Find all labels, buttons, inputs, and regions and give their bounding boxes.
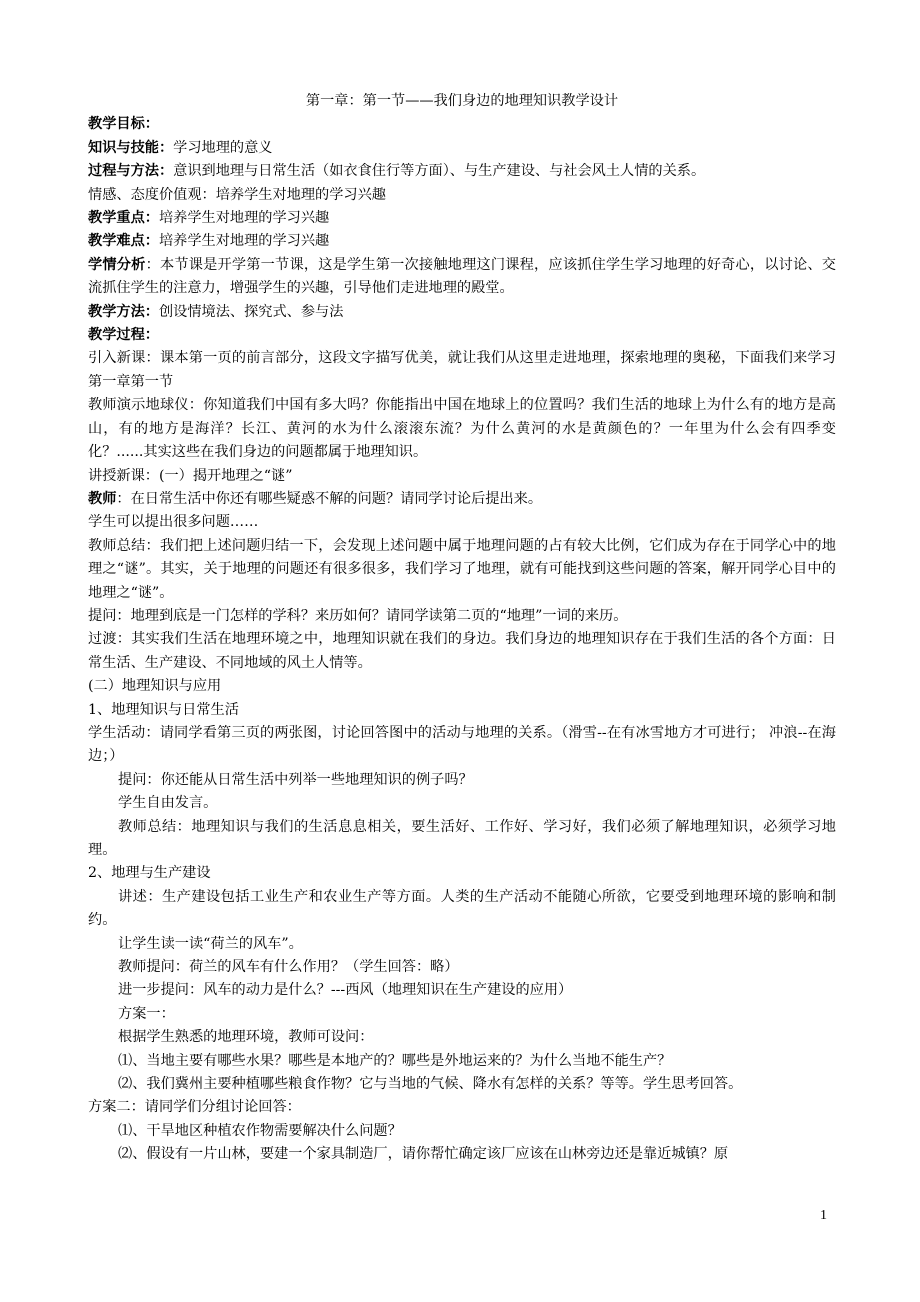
section-2-heading: (二）地理知识与应用 bbox=[88, 678, 222, 695]
teacher-ask-windmill: 教师提问：荷兰的风车有什么作用？（学生回答：略） bbox=[118, 959, 459, 976]
teacher-question-text: ：在日常生活中你还有哪些疑惑不解的问题？请同学讨论后提出来。 bbox=[116, 490, 543, 507]
focus-text: 培养学生对地理的学习兴趣 bbox=[158, 210, 330, 227]
teacher-question bbox=[88, 488, 836, 511]
methods-text: 创设情境法、探究式、参与法 bbox=[158, 303, 344, 320]
plan-2-question-1: ⑴、干旱地区种植农作物需要解决什么问题？ bbox=[118, 1122, 402, 1139]
lecture-heading-1: 讲授新课：(一）揭开地理之“谜” bbox=[88, 467, 293, 484]
teacher-summary-1: 教师总结：我们把上述问题归结一下，会发现上述问题中属于地理问题的占有较大比例，它们成为存在于同学心中的地理之“谜”。其实，关于地理的问题还有很多很多，我们学习了地理，就有可能找到这些问题的答案，解开同学心目中的地理之“谜”。 bbox=[88, 537, 836, 601]
document-title: 第一章：第一节——我们身边的地理知识教学设计 bbox=[305, 93, 619, 109]
difficulty-text: 培养学生对地理的学习兴趣 bbox=[158, 233, 330, 250]
learner-analysis bbox=[88, 254, 836, 301]
free-speech: 学生自由发言。 bbox=[118, 795, 218, 812]
ask-examples: 提问：你还能从日常生活中列举一些地理知识的例子吗？ bbox=[118, 771, 473, 788]
goals-heading: 教学目标： bbox=[88, 116, 159, 133]
plan-1-question-1: ⑴、当地主要有哪些水果？哪些是本地产的？哪些是外地运来的？为什么当地不能生产？ bbox=[118, 1052, 672, 1069]
student-activity: 学生活动：请同学看第三页的两张图，讨论回答图中的活动与地理的关系。（滑雪--在有冰雪地方才可进行； 冲浪--在海边；） bbox=[88, 724, 836, 765]
subsection-2-heading: 2、地理与生产建设 bbox=[88, 865, 211, 882]
plan-1-question-2: ⑵、我们冀州主要种植哪些粮食作物？它与当地的气候、降水有怎样的关系？等等。学生思考回答。 bbox=[118, 1076, 743, 1093]
goal-knowledge bbox=[88, 137, 836, 160]
goal-process bbox=[88, 160, 836, 183]
lecture-2: 讲述：生产建设包括工业生产和农业生产等方面。人类的生产活动不能随心所欲，它要受到地理环境的影响和制约。 bbox=[88, 888, 836, 929]
intro-paragraph: 引入新课：课本第一页的前言部分，这段文字描写优美，就让我们从这里走进地理，探索地理的奥秘，下面我们来学习第一章第一节 bbox=[88, 350, 836, 390]
students-raise: 学生可以提出很多问题…… bbox=[88, 514, 259, 531]
page-number: 1 bbox=[820, 1208, 827, 1223]
goal-process-label: 过程与方法： bbox=[88, 163, 174, 180]
goal-knowledge-label: 知识与技能： bbox=[88, 139, 174, 156]
question-what: 提问：地理到底是一门怎样的学科？来历如何？请同学读第二页的“地理”一词的来历。 bbox=[88, 607, 628, 624]
read-windmill: 让学生读一读“荷兰的风车”。 bbox=[118, 935, 303, 952]
transition-paragraph: 过渡：其实我们生活在地理环境之中，地理知识就在我们的身边。我们身边的地理知识存在于我们生活的各个方面：日常生活、生产建设、不同地域的风土人情等。 bbox=[88, 631, 836, 671]
process-heading: 教学过程： bbox=[88, 327, 159, 344]
analysis-label: 学情分析 bbox=[88, 256, 146, 273]
further-ask: 进一步提问：风车的动力是什么？---西风（地理知识在生产建设的应用） bbox=[118, 982, 573, 999]
plan-2-question-2: ⑵、假设有一片山林，要建一个家具制造厂，请你帮忙确定该厂应该在山林旁边还是靠近城镇？原 bbox=[118, 1146, 729, 1163]
teaching-difficulty bbox=[88, 230, 836, 253]
document-body bbox=[88, 90, 836, 1167]
teacher-label: 教师 bbox=[88, 490, 117, 507]
difficulty-label: 教学难点： bbox=[88, 233, 159, 250]
plan-2: 方案二：请同学们分组讨论回答： bbox=[88, 1099, 301, 1116]
focus-label: 教学重点： bbox=[88, 210, 159, 227]
methods-label: 教学方法： bbox=[88, 303, 159, 320]
analysis-text: ：本节课是开学第一节课，这是学生第一次接触地理这门课程，应该抓住学生学习地理的好奇心，以讨论、交流抓住学生的注意力，增强学生的兴趣，引导他们走进地理的殿堂。 bbox=[88, 256, 836, 297]
teaching-focus bbox=[88, 207, 836, 230]
goal-process-text: 意识到地理与日常生活（如衣食住行等方面）、与生产建设、与社会风土人情的关系。 bbox=[173, 163, 706, 180]
globe-demo-paragraph: 教师演示地球仪：你知道我们中国有多大吗？你能指出中国在地球上的位置吗？我们生活的地球上为什么有的地方是高山，有的地方是海洋？长江、黄河的水为什么滚滚东流？为什么黄河的水是黄颜色的？一年里为什么会有四季变化？......其实这些在我们身边的问题都属于地理知识。 bbox=[88, 397, 836, 461]
teacher-summary-2: 教师总结：地理知识与我们的生活息息相关，要生活好、工作好、学习好，我们必须了解地理知识，必须学习地理。 bbox=[88, 818, 836, 858]
goal-emotion: 情感、态度价值观：培养学生对地理的学习兴趣 bbox=[88, 186, 386, 203]
goal-knowledge-text: 学习地理的意义 bbox=[173, 139, 273, 156]
plan-1-intro: 根据学生熟悉的地理环境，教师可设问： bbox=[118, 1029, 374, 1046]
subsection-1-heading: 1、地理知识与日常生活 bbox=[88, 701, 239, 718]
plan-1-label: 方案一： bbox=[118, 1005, 175, 1022]
teaching-methods bbox=[88, 301, 836, 324]
